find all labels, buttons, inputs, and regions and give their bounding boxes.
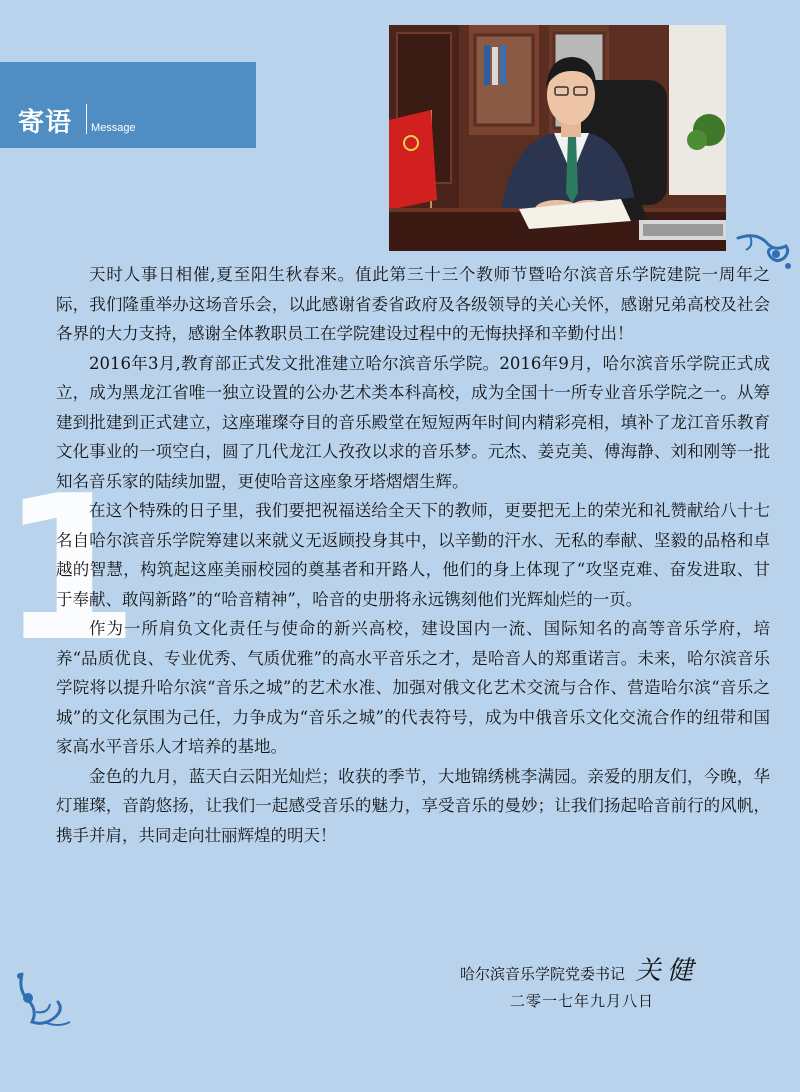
paragraph: 金色的九月，蓝天白云阳光灿烂；收获的季节，大地锦绣桃李满园。亲爱的朋友们，今晚，华灯璀璨，音韵悠扬，让我们一起感受音乐的魅力，享受音乐的曼妙；让我们扬起哈音前行的风帆，携手并肩，共同走向壮丽辉煌的明天！ — [56, 766, 770, 845]
signature-date: 二零一七年九月八日 — [510, 992, 655, 1010]
page-title: 寄语 — [18, 108, 73, 138]
page-numeral: 1 — [0, 453, 140, 686]
signature — [460, 950, 699, 987]
portrait-illustration — [389, 25, 726, 251]
title-divider — [86, 104, 87, 134]
header-band — [0, 62, 256, 148]
paragraph: 在这个特殊的日子里，我们要把祝福送给全天下的教师，更要把无上的荣光和礼赞献给八十七名自哈尔滨音乐学院筹建以来就义无返顾投身其中，以辛勤的汗水、无私的奉献、坚毅的品格和卓越的智慧，构筑起这座美丽校园的奠基者和开路人，他们的身上体现了“攻坚克难、奋发进取、甘于奉献、敢闯新路”的“哈音精神”，哈音的史册将永远镌刻他们光辉灿烂的一页。 — [56, 501, 770, 609]
portrait-photo — [389, 25, 726, 251]
paragraph: 天时人事日相催,夏至阳生秋春来。值此第三十三个教师节暨哈尔滨音乐学院建院一周年之际，我们隆重举办这场音乐会，以此感谢省委省政府及各级领导的关心关怀，感谢兄弟高校及社会各界的大力支持，感谢全体教职员工在学院建设过程中的无悔抉择和辛勤付出！ — [56, 265, 770, 343]
paragraph: 作为一所肩负文化责任与使命的新兴高校，建设国内一流、国际知名的高等音乐学府，培养“品质优良、专业优秀、气质优雅”的高水平音乐之才，是哈音人的郑重诺言。未来，哈尔滨音乐学院将以提升哈尔滨“音乐之城”的艺术水准、加强对俄文化艺术交流与合作、营造哈尔滨“音乐之城”的文化氛围为己任，力争成为“音乐之城”的代表符号，成为中俄音乐文化交流合作的纽带和国家高水平音乐人才培养的基地。 — [56, 619, 770, 756]
letter-body — [56, 260, 770, 850]
paragraph: 2016年3月,教育部正式发文批准建立哈尔滨音乐学院。2016年9月，哈尔滨音乐学院正式成立，成为黑龙江省唯一独立设置的公办艺术类本科高校，成为全国十一所专业音乐学院之一。从筹建到批建到正式建立，这座璀璨夺目的音乐殿堂在短短两年时间内精彩亮相，填补了龙江音乐教育文化事业的一项空白，圆了几代龙江人孜孜以求的音乐梦。元杰、姜克美、傅海静、刘和刚等一批知名音乐家的陆续加盟，更使哈音这座象牙塔熠熠生辉。 — [56, 353, 770, 491]
signature-title: 哈尔滨音乐学院党委书记 — [460, 965, 626, 983]
signature-name: 关健 — [635, 956, 700, 986]
flourish-ornament-bottom — [14, 970, 74, 1030]
page-subtitle: Message — [91, 122, 136, 134]
